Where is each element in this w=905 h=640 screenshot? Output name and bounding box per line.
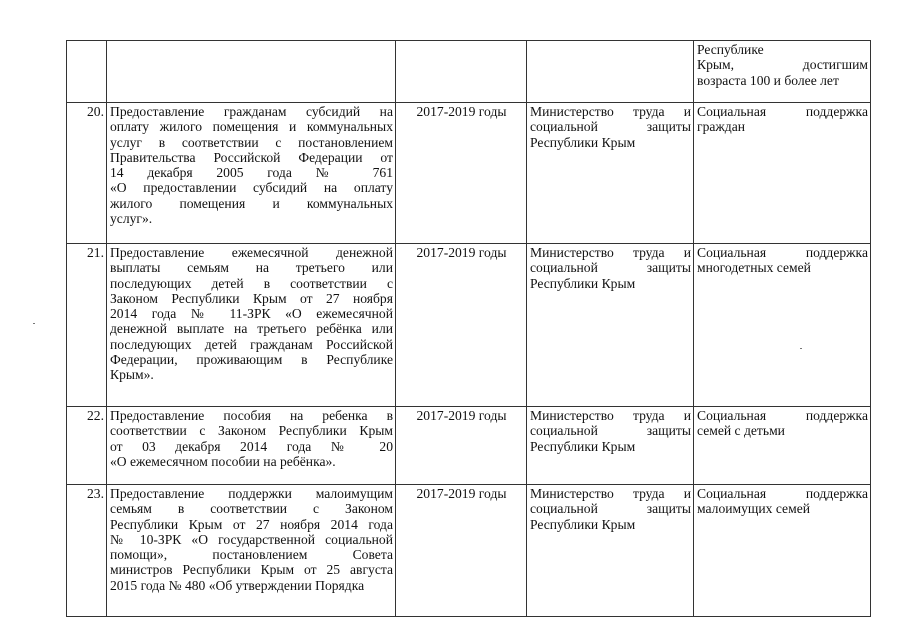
description-line: выплаты семьям на третьего или [110, 260, 393, 276]
executor-line: Министерство труда и [530, 486, 691, 501]
executor-line: Республики Крым [530, 275, 636, 291]
executor-line: Министерство труда и [530, 104, 691, 119]
table-row [67, 407, 871, 485]
description-line: услуг». [110, 211, 153, 227]
goal-line: Социальная поддержка [697, 104, 868, 119]
cell-number [67, 244, 107, 407]
cell-goal [694, 244, 871, 407]
description-line: денежной выплате на третьего ребёнка или [110, 321, 393, 337]
description-line: Правительства Российской Федерации от [110, 149, 393, 165]
row-number: 20. [87, 104, 104, 119]
term-text: 2017-2019 годы [416, 408, 507, 423]
description-line: услуг в соответствии с постановлением [110, 134, 393, 150]
row-number: 22. [87, 408, 104, 423]
description-line: соответствии с Законом Республики Крым [110, 423, 393, 439]
cell-number [67, 485, 107, 617]
description-line: оплату жилого помещения и коммунальных [110, 119, 393, 135]
goal-line: Социальная поддержка [697, 486, 868, 501]
description-line: 14 декабря 2005 года № 761 [110, 165, 393, 181]
description-line: Предоставление гражданам субсидий на [110, 104, 393, 119]
cell-executor [527, 407, 694, 485]
description-line: семьям в соответствии с Законом [110, 501, 393, 517]
description-line: Предоставление ежемесячной денежной [110, 245, 393, 260]
description-line: от 03 декабря 2014 года № 20 [110, 438, 393, 454]
description-line: 2014 года № 11-ЗРК «О ежемесячной [110, 306, 393, 322]
description-line: 2015 года № 480 «Об утверждении Порядка [110, 577, 365, 593]
description-line: Законом Республики Крым от 27 ноября [110, 290, 393, 306]
cell-goal [694, 485, 871, 617]
description-line: помощи», постановлением Совета [110, 547, 393, 563]
description-line: «О предоставлении субсидий на оплату [110, 180, 393, 196]
goal-line: граждан [697, 119, 746, 135]
cell-term [396, 407, 527, 485]
goal-line: семей с детьми [697, 423, 785, 439]
cell-number [67, 407, 107, 485]
scan-speck [800, 348, 802, 349]
goal-line: малоимущих семей [697, 501, 810, 517]
cell-description [107, 103, 396, 244]
executor-line: социальной защиты [530, 260, 691, 276]
cell-description [107, 41, 396, 103]
cell-description [107, 485, 396, 617]
cell-goal [694, 103, 871, 244]
table-row [67, 244, 871, 407]
cell-term [396, 41, 527, 103]
executor-line: социальной защиты [530, 423, 691, 439]
cell-number [67, 103, 107, 244]
term-text: 2017-2019 годы [416, 245, 507, 260]
description-line: министров Республики Крым от 25 августа [110, 562, 393, 578]
cell-executor [527, 485, 694, 617]
description-line: последующих детей гражданам Российской [110, 336, 393, 352]
cell-executor [527, 103, 694, 244]
cell-term [396, 485, 527, 617]
executor-line: Министерство труда и [530, 245, 691, 260]
table-row [67, 103, 871, 244]
measures-table [66, 40, 871, 617]
goal-line: Социальная поддержка [697, 245, 868, 260]
term-text: 2017-2019 годы [416, 486, 507, 501]
goal-line: Социальная поддержка [697, 408, 868, 423]
term-text: 2017-2019 годы [416, 104, 507, 119]
executor-line: Республики Крым [530, 438, 636, 454]
goal-line: многодетных семей [697, 260, 811, 276]
description-line: Предоставление пособия на ребенка в [110, 408, 393, 423]
description-line: последующих детей в соответствии с [110, 275, 393, 291]
cell-term [396, 244, 527, 407]
cell-description [107, 244, 396, 407]
description-line: Предоставление поддержки малоимущим [110, 486, 393, 501]
executor-line: Республики Крым [530, 516, 636, 532]
executor-line: Республики Крым [530, 134, 636, 150]
cell-term [396, 103, 527, 244]
cell-executor [527, 41, 694, 103]
table-row [67, 485, 871, 617]
goal-line: Республике [697, 42, 764, 57]
description-line: Республики Крым от 27 ноября 2014 года [110, 516, 393, 532]
executor-line: Министерство труда и [530, 408, 691, 423]
description-line: «О ежемесячном пособии на ребёнка». [110, 453, 336, 469]
cell-goal [694, 41, 871, 103]
goal-line: возраста 100 и более лет [697, 72, 839, 88]
description-line: жилого помещения и коммунальных [110, 195, 393, 211]
cell-number [67, 41, 107, 103]
cell-description [107, 407, 396, 485]
goal-line: Крым, достигшим [697, 57, 868, 73]
description-line: Крым». [110, 367, 154, 383]
table-row-continuation [67, 41, 871, 103]
description-line: № 10-ЗРК «О государственной социальной [110, 531, 393, 547]
scan-speck [33, 323, 35, 324]
row-number: 21. [87, 245, 104, 260]
cell-goal [694, 407, 871, 485]
cell-executor [527, 244, 694, 407]
description-line: Федерации, проживающим в Республике [110, 352, 393, 368]
executor-line: социальной защиты [530, 501, 691, 517]
row-number: 23. [87, 486, 104, 501]
executor-line: социальной защиты [530, 119, 691, 135]
